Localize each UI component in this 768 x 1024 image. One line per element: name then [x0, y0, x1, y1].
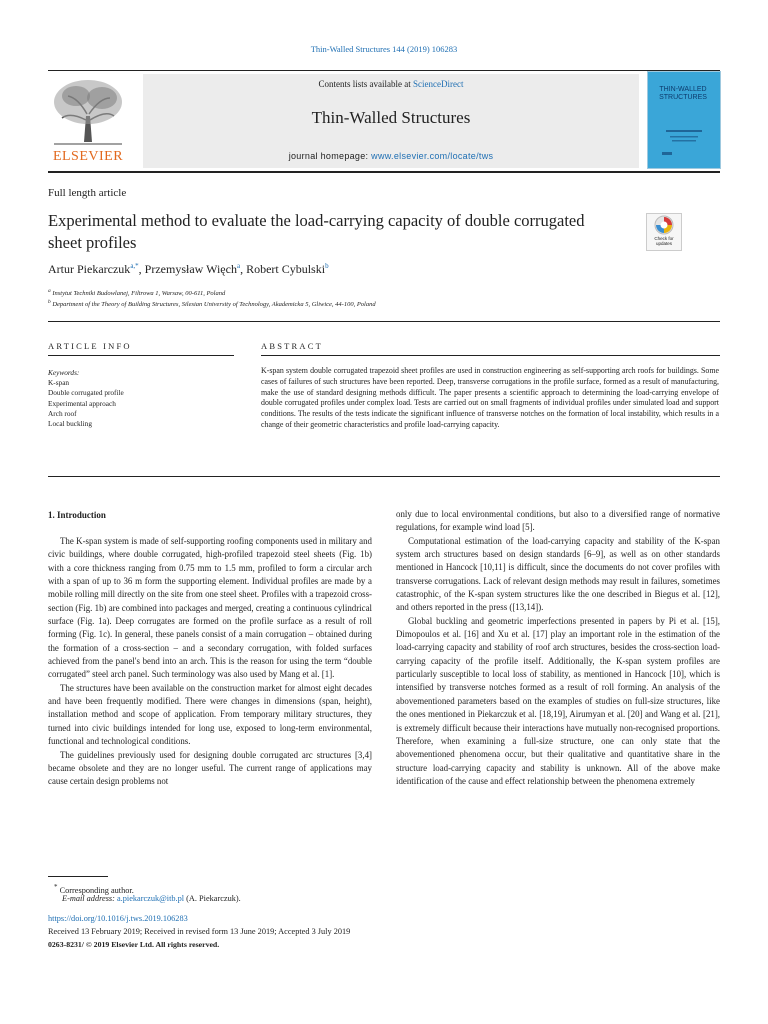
body-paragraph: only due to local environmental conditions, but also to a diversified range of normative regulations, for example wind load [5].	[396, 509, 720, 533]
author-email-link[interactable]: a.piekarczuk@itb.pl	[117, 894, 185, 903]
keywords-block	[48, 368, 124, 429]
affiliation-a: $^a$ Instytut Techniki Budowlanej, Filtrowa 1, Warsaw, 00-611, Poland	[48, 288, 226, 298]
header-bottom-rule	[48, 171, 720, 173]
keyword-item: Arch roof	[48, 408, 77, 418]
body-paragraph: The K-span system is made of self-supporting roofing components used in military and civic buildings, where double corrugated, high-profiled trapezoid steel sheets (Fig. 1b) with a core thickness ranging from 0.75 mm to 1.5 mm, profiled to form a circular arch with a span of up to 36 m form the supporting element. Individual profiles are made by a mobile rolling mill directly on the site from one steel sheet. Profiles with a trapezoid cross-section (Fig. 1b) are combined into packages and merged, creating a continuous cylindrical surface (Fig. 1a). Deep corrugates are formed on the profile surface as a result of roll forming (Fig. 1c). In general, these panels consist of a main corrugation – obtained during the formation of a cross-section – and a secondary corrugation, with folded surfaces achieved from the panel's bend into an arch. This is the reason for using the term “double corrugated” steel arch panel. Such terminology was also used by Mang et al. [1].	[48, 536, 372, 680]
author-affiliation-mark[interactable]: a,*	[130, 262, 139, 270]
copyright-line: 0263-8231/ © 2019 Elsevier Ltd. All rights reserved.	[48, 940, 220, 949]
author-name: Przemysław Więch	[144, 262, 237, 276]
keyword-item: Local buckling	[48, 419, 92, 429]
body-right-column	[396, 508, 720, 788]
abstract-bottom-rule	[48, 476, 720, 477]
received-dates: Received 13 February 2019; Received in revised form 13 June 2019; Accepted 3 July 2019	[48, 927, 351, 936]
journal-cover-title: THIN-WALLED STRUCTURES	[659, 86, 707, 101]
abstract-text: K-span system double corrugated trapezoid sheet profiles are used in construction engineering as self-supporting arch roofs for buildings. Some cases of failures of such structures have been reported. Deep, transverse corrugations in the profile surface, formed as a result of manufacturing, make the use of standard designing methods difficult. The paper presents a scientific approach to determining the load-carrying envelope of double corrugated profiles under complex load. Tests are carried out on small fragments of individual profiles under simulated load and support conditions. The results of the tests indicate the significant influence of transverse notches on the formation of local instability, which results in a change of their geometric characteristics and profile load-carrying capacity.	[261, 366, 719, 429]
contents-line: Contents lists available at ScienceDirect	[318, 79, 464, 89]
info-top-rule	[48, 321, 720, 322]
keyword-item: Double corrugated profile	[48, 388, 124, 398]
crossmark-icon	[653, 215, 675, 235]
header-top-rule	[48, 70, 720, 71]
keyword-item: Experimental approach	[48, 398, 116, 408]
email-note: E-mail address: a.piekarczuk@itb.pl (A. Piekarczuk).	[62, 894, 241, 903]
body-paragraph: The structures have been available on the construction market for almost eight decades and have been frequently modified. There were changes in dimensions (span, height), installation method and scope of application. From temporary military structures, they turned into civic buildings intended for long use, exposed to long-term environmental, functional and technological conditions.	[48, 682, 372, 747]
keyword-item: K-span	[48, 378, 70, 388]
author-name: Artur Piekarczuk	[48, 262, 131, 276]
article-info-rule	[48, 355, 234, 356]
footnote-rule	[48, 876, 108, 877]
abstract-heading: ABSTRACT	[261, 341, 323, 351]
crossmark-label: Check for updates	[654, 236, 674, 246]
author-name: Robert Cybulski	[246, 262, 326, 276]
journal-homepage-line: journal homepage: www.elsevier.com/locate/tws	[288, 151, 494, 161]
body-paragraph: Global buckling and geometric imperfections presented in papers by Pi et al. [15], Dimopoulos et al. [16] and Xu et al. [17] play an important role in the estimation of the load-carrying capacity and stability of roof arch structures, besides the cross-section load-carrying capacity of the profile itself. Additionally, the K-span system profiles are particularly susceptible to local loss of stability, as mentioned in Hancock [10], which is intensified by transverse notches formed as a result of roll forming. An analysis of the abovementioned parameters based on the examples of studies on full-size structures, like the ones mentioned in Piekarczuk et al. [18,19], Airumyan et al. [20] and Wang et al. [21], is extremely difficult because their interactions have mutually non-recognised proportions. Therefore, when examining a full-size structure, one can only state that the abovementioned phenomena occur, but their qualitative and quantitative share in the structure load-carrying capacity and stability is unknown. All of the above make identification of the cause and effect relationship between the phenomena extremely	[396, 615, 720, 786]
section-1-heading: 1. Introduction	[48, 510, 106, 520]
article-title: Experimental method to evaluate the load-carrying capacity of double corrugated sheet profiles	[48, 211, 585, 252]
journal-homepage-link[interactable]: www.elsevier.com/locate/tws	[371, 151, 494, 161]
elsevier-wordmark: ELSEVIER	[52, 149, 124, 164]
keywords-label: Keywords:	[48, 368, 80, 377]
cover-decoration	[662, 128, 706, 158]
sciencedirect-link[interactable]: ScienceDirect	[413, 79, 464, 89]
author-affiliation-mark[interactable]: a	[236, 262, 241, 270]
article-info-heading: ARTICLE INFO	[48, 341, 132, 351]
affiliation-b: $^b$ Department of the Theory of Building Structures, Silesian University of Technology, Akademicka 5, Gliwice, 44-100, Poland	[48, 299, 376, 309]
body-paragraph: Computational estimation of the load-carrying capacity and stability of the K-span system arch structures based on design standards [6–9], as well as on other standards mentioned in Hancock [10,11] is difficult, since the documents do not cover profiles with transverse corrugations. Lack of relevant design methods may result in failures, sometimes catastrophic, of the K-span system structures like the one described in Biegus et al. [12], and others reported in the press ([13,14]).	[396, 535, 720, 613]
journal-citation-link[interactable]: Thin-Walled Structures 144 (2019) 106283	[310, 44, 458, 54]
author-list: Artur Piekarczuk$^{a,*}$, Przemysław Więch$^a$, Robert Cybulski$^b$	[48, 262, 329, 276]
author-affiliation-mark[interactable]: b	[325, 262, 329, 270]
doi-link[interactable]: https://doi.org/10.1016/j.tws.2019.106283	[48, 914, 188, 923]
article-type: Full length article	[48, 187, 127, 199]
abstract-rule	[261, 355, 720, 356]
journal-title: Thin-Walled Structures	[311, 108, 471, 127]
corresponding-author-note: * Corresponding author.	[54, 883, 134, 895]
body-paragraph: The guidelines previously used for designing double corrugated arc structures [3,4] became obsolete and they are no longer useful. The current range of applications may cause certain design problems not	[48, 749, 372, 787]
body-left-column	[48, 535, 372, 789]
